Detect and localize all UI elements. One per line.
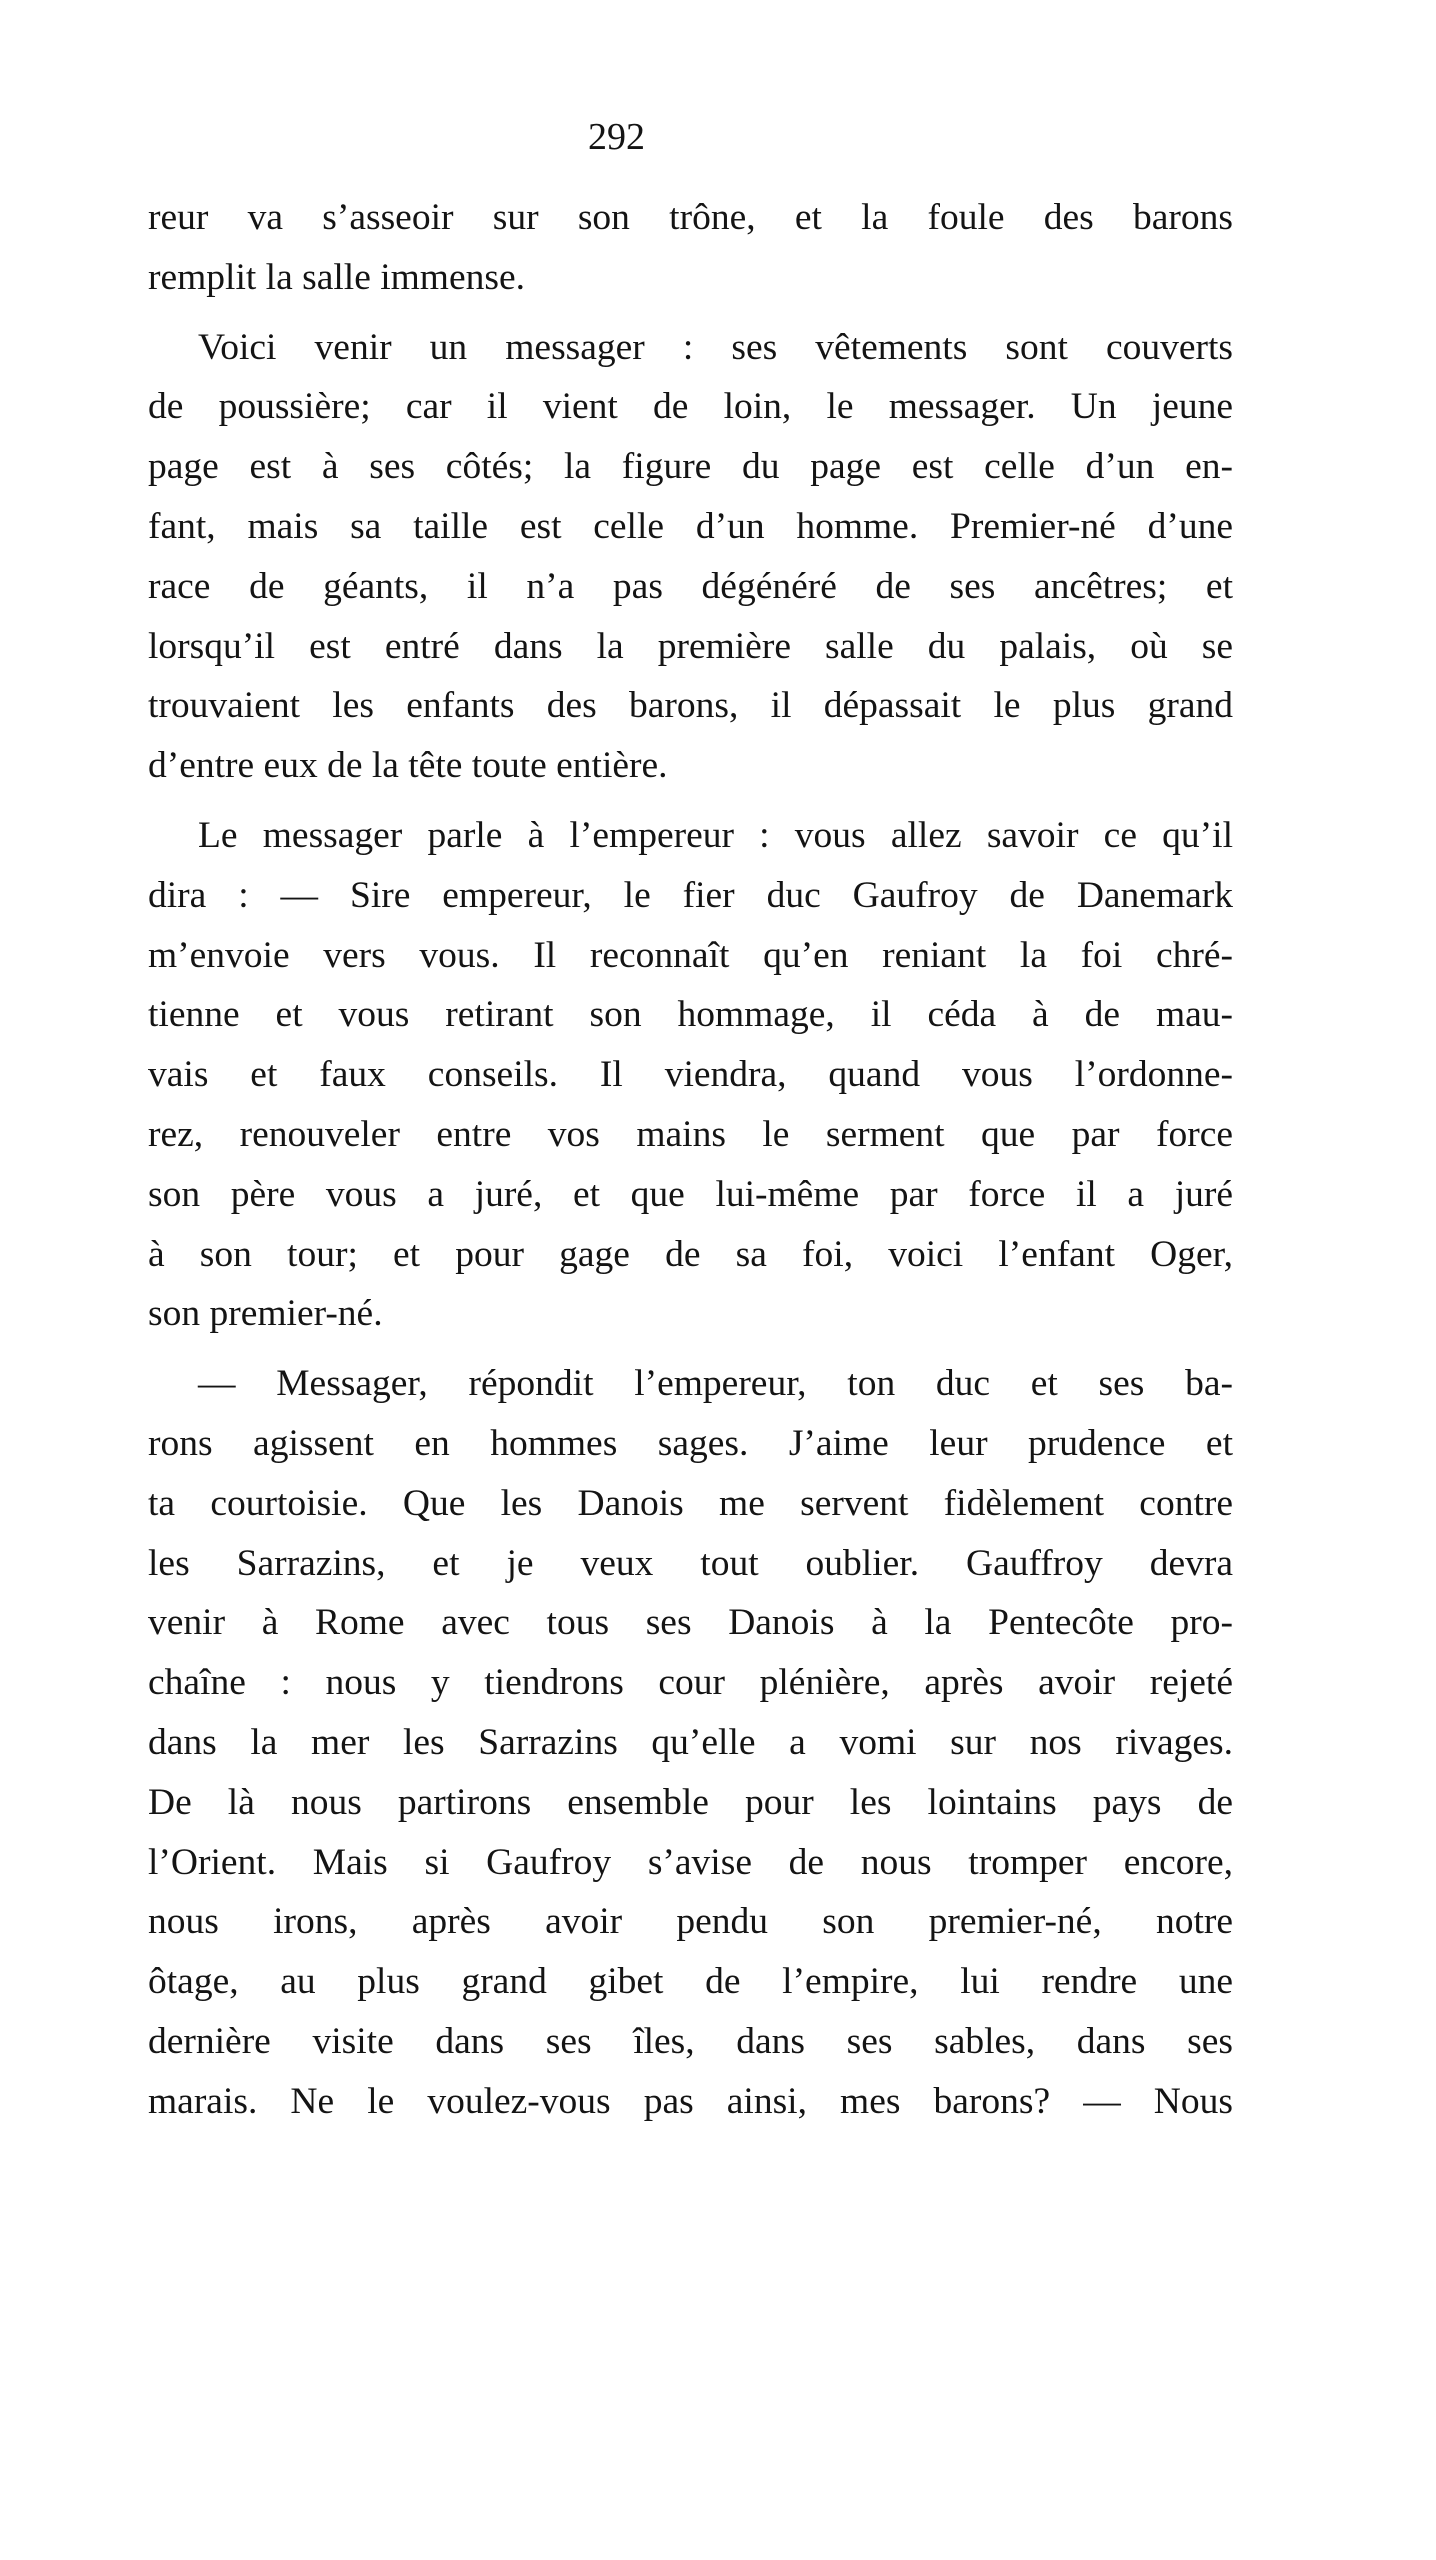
text-line: remplit la salle immense. — [148, 256, 525, 298]
text-line: chaîne : nous y tiendrons cour plénière, après avoir rejeté — [148, 1662, 1233, 1704]
page-number: 292 — [588, 116, 645, 158]
text-line: trouvaient les enfants des barons, il dépassait le plus grand — [148, 685, 1233, 727]
paragraph — [148, 806, 1233, 1344]
body-text — [148, 188, 1233, 2132]
text-line: m’envoie vers vous. Il reconnaît qu’en reniant la foi chré- — [148, 934, 1233, 976]
text-line: son père vous a juré, et que lui-même par force il a juré — [148, 1173, 1233, 1215]
text-line: rons agissent en hommes sages. J’aime leur prudence et — [148, 1422, 1233, 1464]
paragraph-gap — [148, 1344, 1233, 1354]
paragraph-gap — [148, 796, 1233, 806]
text-line: nous irons, après avoir pendu son premier-né, notre — [148, 1901, 1233, 1943]
text-line: ôtage, au plus grand gibet de l’empire, lui rendre une — [148, 1961, 1233, 2003]
paragraph — [148, 188, 1233, 308]
paragraph-gap — [148, 308, 1233, 318]
text-line: tienne et vous retirant son hommage, il céda à de mau- — [148, 994, 1233, 1036]
text-line: les Sarrazins, et je veux tout oublier. Gauffroy devra — [148, 1542, 1233, 1584]
text-line: Le messager parle à l’empereur : vous allez savoir ce qu’il — [198, 814, 1233, 856]
text-line: ta courtoisie. Que les Danois me servent fidèlement contre — [148, 1482, 1233, 1524]
text-line: Voici venir un messager : ses vêtements sont couverts — [198, 326, 1233, 368]
paragraph — [148, 318, 1233, 796]
text-line: dernière visite dans ses îles, dans ses sables, dans ses — [148, 2020, 1233, 2062]
text-line: reur va s’asseoir sur son trône, et la foule des barons — [148, 197, 1233, 238]
paragraph — [148, 1354, 1233, 2131]
text-line: l’Orient. Mais si Gaufroy s’avise de nous tromper encore, — [148, 1841, 1233, 1883]
text-line: race de géants, il n’a pas dégénéré de ses ancêtres; et — [148, 565, 1233, 607]
text-line: vais et faux conseils. Il viendra, quand vous l’ordonne- — [148, 1054, 1233, 1096]
text-line: De là nous partirons ensemble pour les lointains pays de — [148, 1781, 1233, 1823]
text-line: venir à Rome avec tous ses Danois à la Pentecôte pro- — [148, 1602, 1233, 1644]
text-line: — Messager, répondit l’empereur, ton duc et ses ba- — [198, 1363, 1233, 1405]
text-line: son premier-né. — [148, 1293, 383, 1335]
text-line: dira : — Sire empereur, le fier duc Gaufroy de Danemark — [148, 874, 1233, 916]
text-line: rez, renouveler entre vos mains le serment que par force — [148, 1113, 1233, 1155]
text-line: d’entre eux de la tête toute entière. — [148, 745, 668, 787]
text-line: de poussière; car il vient de loin, le messager. Un jeune — [148, 386, 1233, 428]
text-line: à son tour; et pour gage de sa foi, voici l’enfant Oger, — [148, 1233, 1233, 1275]
text-line: dans la mer les Sarrazins qu’elle a vomi sur nos rivages. — [148, 1721, 1233, 1763]
text-line: fant, mais sa taille est celle d’un homme. Premier-né d’une — [148, 505, 1233, 547]
text-line: page est à ses côtés; la figure du page est celle d’un en- — [148, 446, 1233, 488]
text-line: lorsqu’il est entré dans la première salle du palais, où se — [148, 625, 1233, 667]
text-line: marais. Ne le voulez-vous pas ainsi, mes barons? — Nous — [148, 2080, 1233, 2122]
